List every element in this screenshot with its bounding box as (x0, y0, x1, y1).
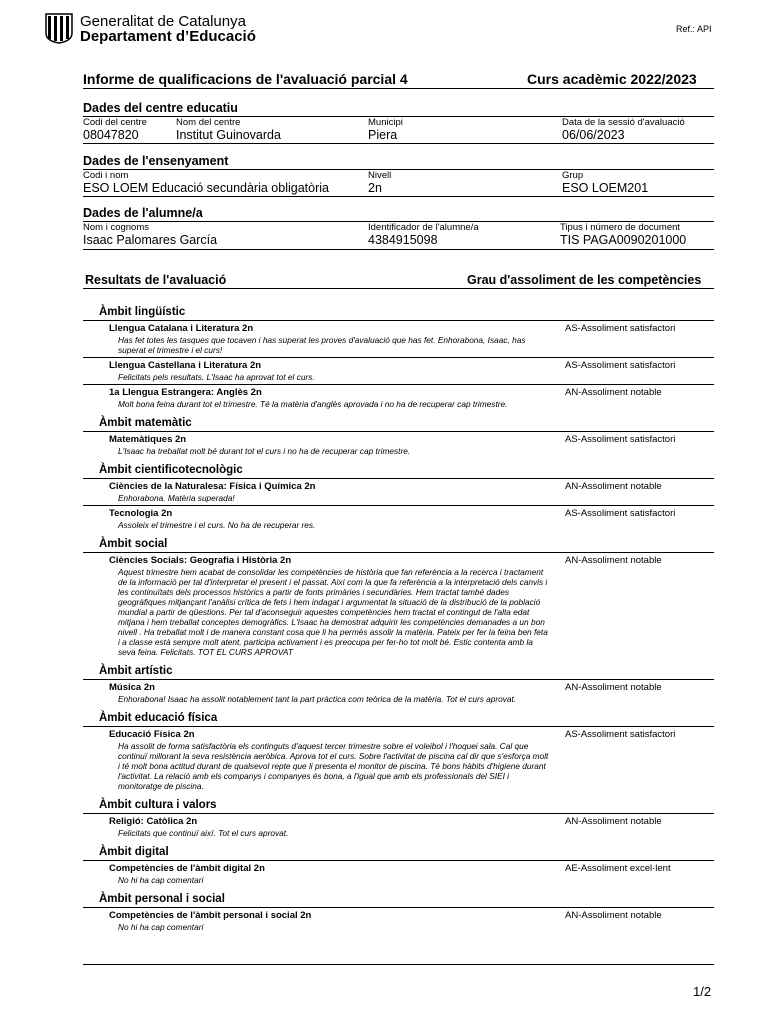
subject-comment: Enhorabona! Isaac ha assolit notablement tant la part pràctica com teòrica de la matèria. Tot el curs aprovat. (118, 694, 517, 704)
ambit-heading: Àmbit social (83, 536, 714, 553)
subject-grade: AN-Assoliment notable (565, 387, 662, 398)
centre-town-label: Municipi (368, 117, 403, 128)
subject-comment: Assoleix el trimestre i el curs. No ha de recuperar res. (118, 520, 316, 530)
ambit-heading: Àmbit matemàtic (83, 415, 714, 432)
subject-row (83, 479, 714, 506)
subject-comment: No hi ha cap comentari (118, 875, 204, 885)
footer-rule (83, 964, 714, 965)
subject-name: 1a Llengua Estrangera: Anglès 2n (109, 387, 262, 398)
ambit-heading: Àmbit lingüístic (83, 304, 714, 321)
results-rule (83, 288, 714, 289)
student-name-label: Nom i cognoms (83, 222, 149, 233)
subject-comment: Enhorabona. Matèria superada! (118, 493, 235, 503)
subject-name: Competències de l'àmbit digital 2n (109, 863, 265, 874)
ensenyament-rule-bottom (83, 196, 714, 197)
subject-comment: No hi ha cap comentari (118, 922, 204, 932)
results-title: Resultats de l'avaluació (85, 273, 227, 287)
subject-grade: AS-Assoliment satisfactori (565, 323, 676, 334)
level: 2n (368, 181, 382, 195)
subject-row (83, 680, 714, 706)
subject-name: Llengua Catalana i Literatura 2n (109, 323, 254, 334)
ambit-heading: Àmbit cientificotecnològic (83, 462, 714, 479)
subject-row (83, 432, 714, 458)
ensenyament-section-title: Dades de l'ensenyament (83, 154, 229, 168)
study-code: ESO LOEM Educació secundària obligatòria (83, 181, 329, 195)
student-name: Isaac Palomares García (83, 233, 218, 247)
subject-name: Religió: Catòlica 2n (109, 816, 198, 827)
document-number: TIS PAGA0090201000 (560, 233, 687, 247)
ambit-heading: Àmbit artístic (83, 663, 714, 680)
ambit-heading: Àmbit digital (83, 844, 714, 861)
subject-row (83, 358, 714, 385)
subject-row (83, 861, 714, 887)
subject-name: Tecnologia 2n (109, 508, 173, 519)
subject-grade: AN-Assoliment notable (565, 910, 662, 921)
subject-name: Matemàtiques 2n (109, 434, 187, 445)
centre-code-label: Codi del centre (83, 117, 147, 128)
generalitat-logo (45, 13, 73, 44)
subject-name: Educació Física 2n (109, 729, 195, 740)
group-label: Grup (562, 170, 584, 181)
ensenyament-rule-top (83, 169, 714, 170)
subject-grade: AN-Assoliment notable (565, 555, 662, 566)
subject-row (83, 321, 714, 358)
subject-name: Ciències Socials: Geografia i Història 2n (109, 555, 292, 566)
subject-grade: AS-Assoliment satisfactori (565, 729, 676, 740)
subject-grade: AN-Assoliment notable (565, 682, 662, 693)
ambit-heading: Àmbit educació física (83, 710, 714, 727)
subject-comment: Has fet totes les tasques que tocaven i has superat les proves d'avaluació que has fet. Enhorabona, Isaac, has superat el trimestre i el curs! (118, 335, 526, 355)
competence-title: Grau d'assoliment de les competències (467, 273, 702, 287)
subject-comment: Aquest trimestre hem acabat de consolidar les competències de història que fan referència a la recerca i tractament de la informació per tal d'interpretar el present i el passat. Així com la que fa referència a la interpretació dels canvis i les continuïtats dels processos històrics a partir de fonts primàries i secundàries. Hem tractat també dades geogràfiques mitjançant l'anàlisi crítica de fets i hem indagat i argumentat la situació de la distribució de la població mundial a partir de qüestions. Per tal d'aconseguir aquestes competències hem tractat el contingut de l'alta edat mitjana i hem treballat conceptes demogràfics. L'Isaac ha demostrat adquirir les competències demanades a un bon nivell . Ha treballat molt i de manera constant cosa que li ha permès assolir la matèria. Pateix per fer la feina ben feta i a classe està sempre molt atent, participa activament i es preocupa per fer-ho tot molt bé. Estic contenta amb la seva feina. Felicitats. TOT EL CURS APROVAT (118, 567, 548, 657)
subject-grade: AE-Assoliment excel·lent (565, 863, 671, 874)
subject-row (83, 506, 714, 532)
student-id: 4384915098 (368, 233, 438, 247)
subject-grade: AS-Assoliment satisfactori (565, 360, 676, 371)
centre-rule-bottom (83, 143, 714, 144)
subject-name: Música 2n (109, 682, 155, 693)
session-date: 06/06/2023 (562, 128, 625, 142)
subject-name: Llengua Castellana i Literatura 2n (109, 360, 262, 371)
subject-grade: AS-Assoliment satisfactori (565, 508, 676, 519)
subject-grade: AN-Assoliment notable (565, 816, 662, 827)
student-id-label: Identificador de l'alumne/a (368, 222, 479, 233)
group: ESO LOEM201 (562, 181, 649, 195)
reference: Ref.: API (676, 24, 712, 34)
results-list (83, 300, 714, 934)
subject-row (83, 553, 714, 659)
subject-name: Competències de l'àmbit personal i social 2n (109, 910, 312, 921)
subject-row (83, 385, 714, 411)
ambit-heading: Àmbit personal i social (83, 891, 714, 908)
department-name: Departament d’Educació (80, 28, 256, 45)
session-date-label: Data de la sessió d'avaluació (562, 117, 685, 128)
study-code-label: Codi i nom (83, 170, 129, 181)
subject-row (83, 908, 714, 934)
centre-town: Piera (368, 128, 398, 142)
report-title: Informe de qualificacions de l'avaluació parcial 4 (83, 71, 408, 87)
page-number: 1/2 (693, 984, 712, 999)
subject-row (83, 727, 714, 793)
centre-name: Institut Guinovarda (176, 128, 281, 142)
academic-year: Curs acadèmic 2022/2023 (527, 71, 697, 87)
subject-grade: AS-Assoliment satisfactori (565, 434, 676, 445)
subject-comment: Ha assolit de forma satisfactòria els continguts d'aquest tercer trimestre sobre el voleibol i l'hoquei sala. Cal que continuï millorant la seva resistència aeròbica. Aprova tot el curs. Sobre l'activitat de piscina cal dir que s'esforça molt i té molt bona actitud durant de qualsevol repte que li presenta el monitor de piscina. Té bons hàbits d'higiene durant l'activitat. La relació amb els companys i companyes és bona, a l'igual que amb els professionals del SIEI i monitoratge de piscina. (118, 741, 549, 791)
subject-name: Ciències de la Naturalesa: Física i Química 2n (109, 481, 316, 492)
centre-section-title: Dades del centre educatiu (83, 101, 238, 115)
level-label: Nivell (368, 170, 392, 181)
centre-code: 08047820 (83, 128, 139, 142)
centre-name-label: Nom del centre (176, 117, 241, 128)
alumne-section-title: Dades de l'alumne/a (83, 206, 203, 220)
subject-row (83, 814, 714, 840)
ambit-heading: Àmbit cultura i valors (83, 797, 714, 814)
org-name: Generalitat de Catalunya (80, 13, 246, 30)
subject-comment: Molt bona feina durant tot el trimestre. Té la matèria d'anglès aprovada i no ha de recuperar cap trimestre. (118, 399, 508, 409)
subject-comment: Felicitats que continuï així. Tot el curs aprovat. (118, 828, 289, 838)
subject-comment: Felicitats pels resultats. L'Isaac ha aprovat tot el curs. (118, 372, 315, 382)
title-rule (83, 88, 714, 89)
alumne-rule-bottom (83, 249, 714, 250)
subject-grade: AN-Assoliment notable (565, 481, 662, 492)
subject-comment: L'Isaac ha treballat molt bé durant tot el curs i no ha de recuperar cap trimestre. (118, 446, 411, 456)
document-label: Tipus i número de document (560, 222, 681, 233)
